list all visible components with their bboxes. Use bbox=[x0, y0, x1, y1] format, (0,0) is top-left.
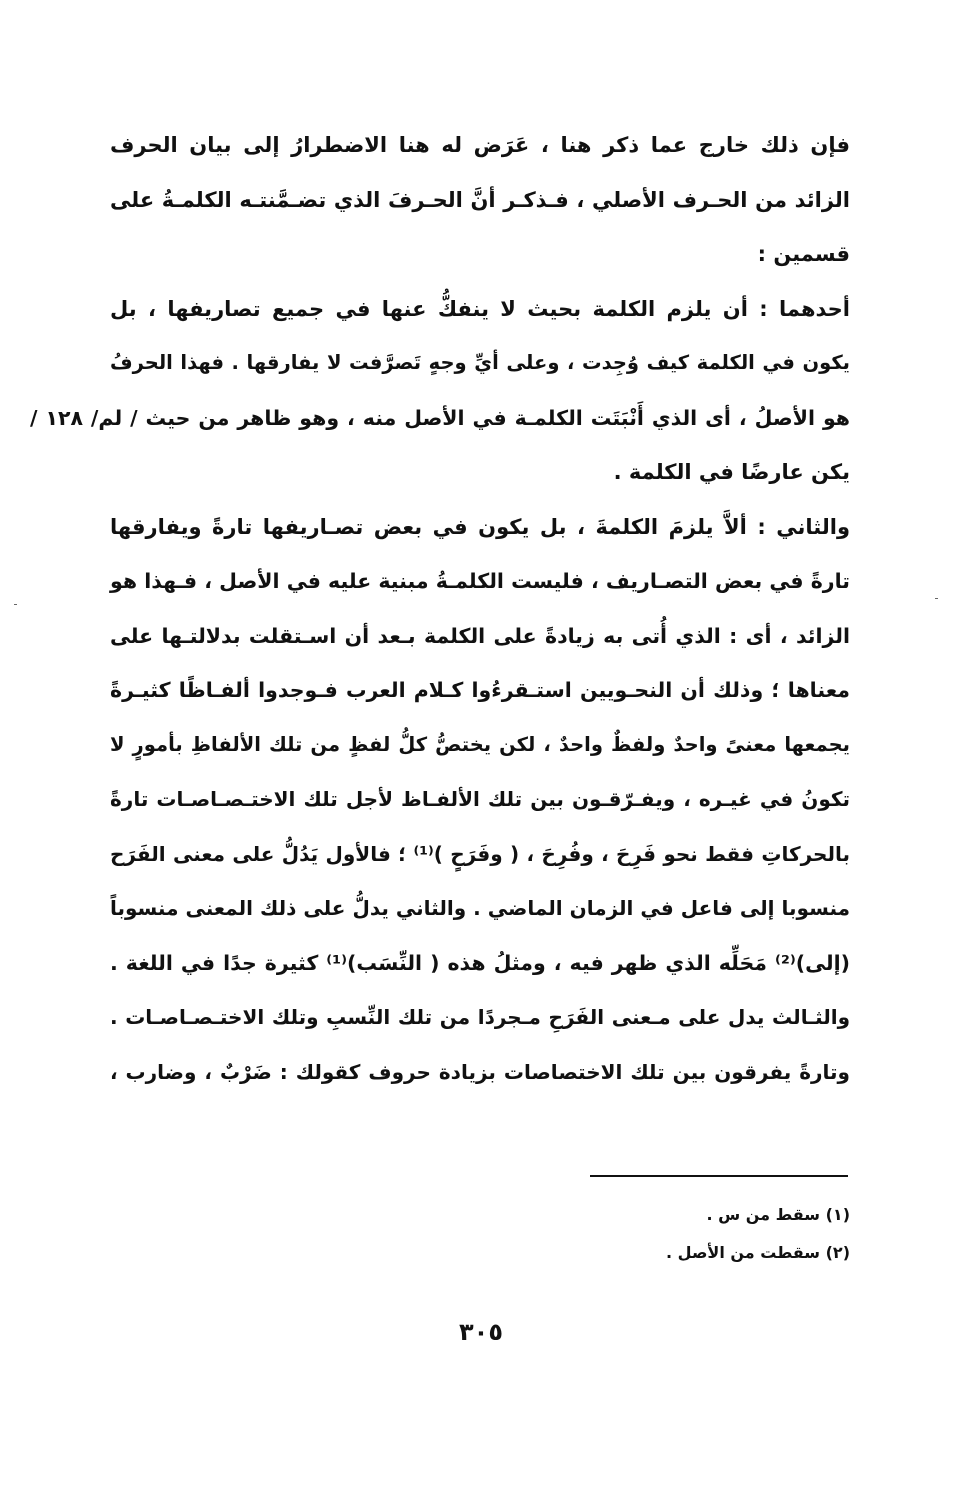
text-line: أحدهما : أن يلزم الكلمة بحيث لا ينفكُّ عنها في جميع تصاريفها ، بل bbox=[110, 296, 850, 321]
text-line: تكونُ في غيـره ، ويفـرّقـون بين تلك الألفـاظ لأجل تلك الاختـصـاصـات تارةً bbox=[110, 787, 850, 811]
text-line: وتارةً يفرقون بين تلك الاختصاصات بزيادة حروف كقولك : ضَرْبٌ ، وضارب ، bbox=[110, 1059, 850, 1084]
text-line: الزائد ، أى : الذي أُتى به زيادةً على الكلمة بـعد أن اسـتقلت بدلالتـها على bbox=[110, 623, 850, 648]
text-line: الزائد من الحـرف الأصلي ، فـذكـر أنَّ الحـرفَ الذي تضـمَّنتـه الكلمـةُ على bbox=[110, 187, 850, 212]
text-line: يكون في الكلمة كيف وُجِدت ، وعلى أيِّ وجهٍ تَصرَّفت لا يفارقها . فهذا الحرفُ bbox=[110, 351, 850, 374]
text-line: تارةً في بعض التصـاريف ، فليست الكلمـةُ مبنية عليه في الأصل ، فـهذا هو bbox=[110, 569, 850, 593]
text-line: والثـالث يدل على مـعنى الفَرَحِ مـجردًا من تلك النِّسبِ وتلك الاختـصـاصـات . bbox=[110, 1005, 850, 1029]
footnote-divider bbox=[590, 1175, 848, 1177]
text-line: بالحركاتِ فقط نحو فَرِحَ ، وفُرِحَ ، ( وفَرَحٍ )⁽¹⁾ ؛ فالأول يَدُلُّ على معنى الفَرَح bbox=[110, 841, 850, 866]
text-line: معناها ؛ وذلك أن النحـويين استـقرءُوا كـلام العرب فـوجدوا ألفـاظًا كثيـرةً bbox=[110, 678, 850, 702]
page-number: ٣٠٥ bbox=[459, 1318, 503, 1346]
text-line: فإن ذلك خارج عما ذكر هنا ، عَرَض له هنا الاضطرارُ إلى بيان الحرف bbox=[110, 133, 850, 157]
body-text bbox=[30, 118, 851, 1099]
text-line: (إلى)⁽²⁾ مَحَلِّه الذي ظهر فيه ، ومثلُ هذه ( النِّسَب)⁽¹⁾ كثيرة جدًا في اللغة . bbox=[110, 950, 851, 975]
text-line: يكن عارضًا في الكلمة . bbox=[613, 460, 850, 484]
footnote: (١) سقط من س . bbox=[706, 1205, 850, 1224]
text-line: والثاني : ألاَّ يلزمَ الكلمةَ ، بل يكون في بعض تصـاريفها تارةً ويفارقها bbox=[110, 514, 850, 539]
text-line: منسوبا إلى فاعل في الزمان الماضي . والثاني يدلُّ على ذلك المعنى منسوباً bbox=[110, 896, 850, 920]
scan-speck bbox=[14, 604, 17, 605]
scan-speck bbox=[935, 598, 938, 599]
footnotes bbox=[500, 1196, 850, 1272]
footnote: (٢) سقطت من الأصل . bbox=[666, 1243, 850, 1262]
text-line: هو الأصلُ ، أى الذي أَنْبَتَت الكلمـة في الأصل منه ، وهو ظاهر من حيث / لم/ ١٢٨ / bbox=[30, 405, 851, 430]
text-line: قسمين : bbox=[757, 242, 850, 266]
text-line: يجمعها معنىً واحدٌ ولفظٌ واحدٌ ، لكن يختصُّ كلُّ لفظٍ من تلك الألفاظِ بأمورٍ لا bbox=[110, 732, 850, 756]
